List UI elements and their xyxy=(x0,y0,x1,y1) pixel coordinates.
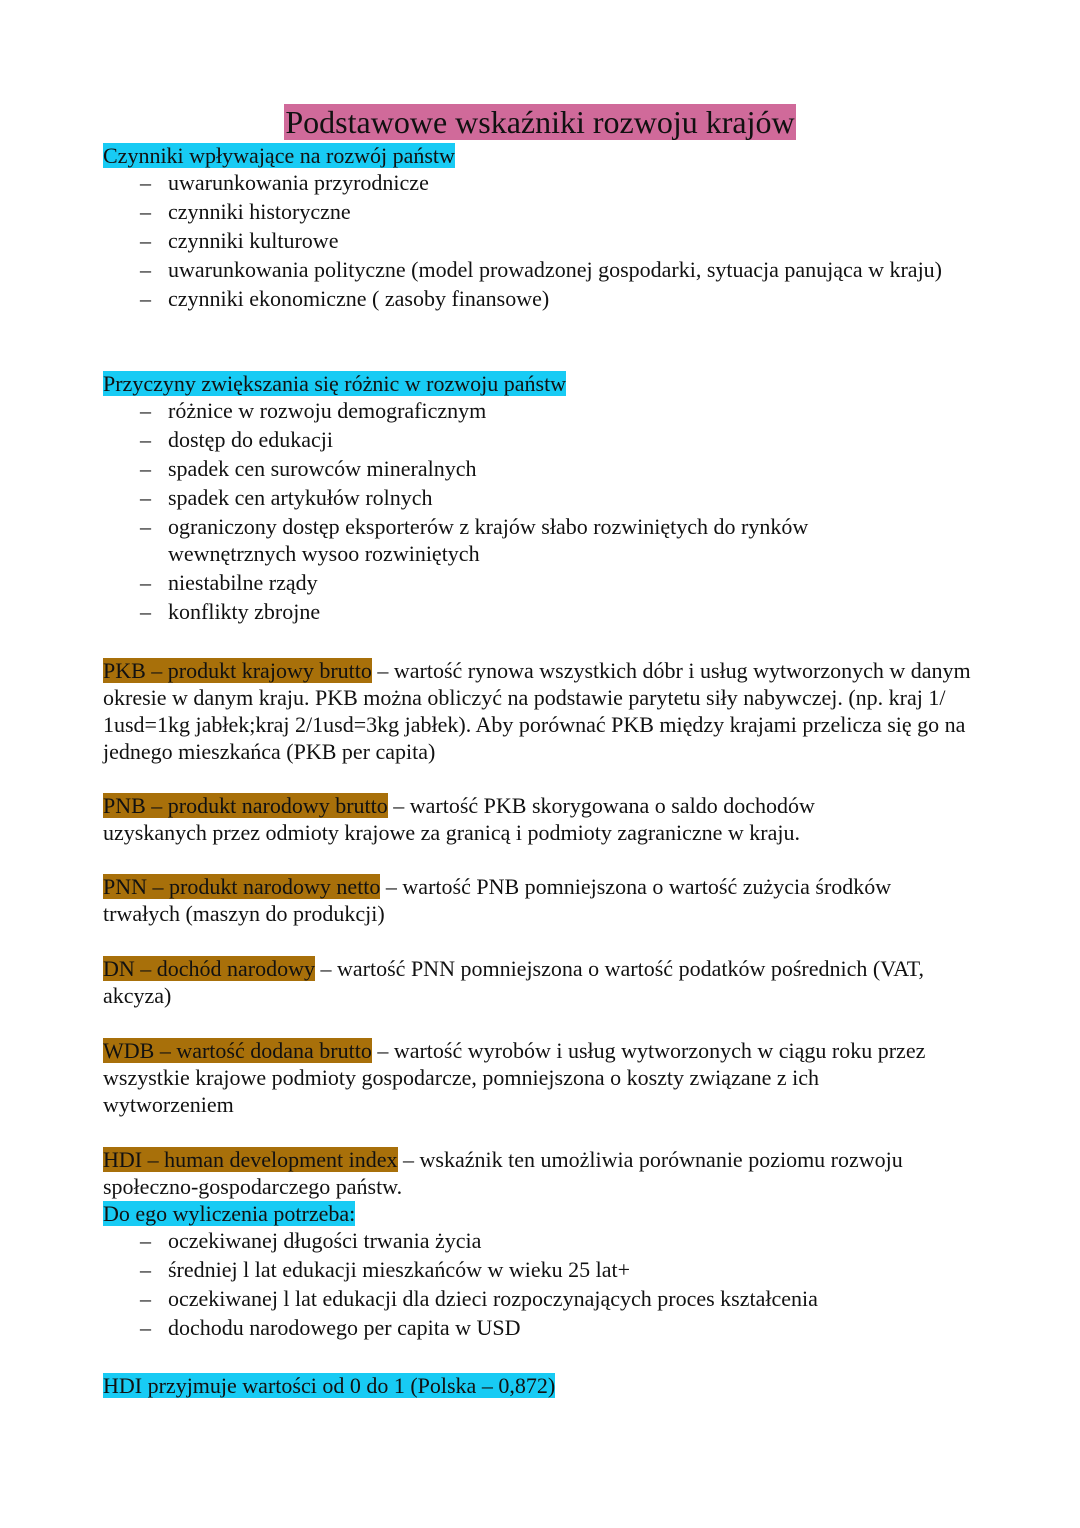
list-item: – dochodu narodowego per capita w USD xyxy=(103,1314,983,1341)
list-item: – średniej l lat edukacji mieszkańców w wieku 25 lat+ xyxy=(103,1256,983,1283)
definition-text: – wartość PNB pomniejszona o wartość zużycia środków trwałych (maszyn do produkcji) xyxy=(103,874,892,926)
list-item: – czynniki ekonomiczne ( zasoby finansowe) xyxy=(103,285,983,312)
term: PKB – produkt krajowy brutto xyxy=(103,658,372,683)
definition-text: – wartość wyrobów i usług wytworzonych w ciągu roku przez wszystkie krajowe podmioty gospodarcze, pomniejszona o koszty związane z ich wytworzeniem xyxy=(103,1038,926,1117)
list-item: – uwarunkowania przyrodnicze xyxy=(103,169,983,196)
definition-pkb xyxy=(103,657,983,765)
list-item: – spadek cen surowców mineralnych xyxy=(103,455,983,482)
term: WDB – wartość dodana brutto xyxy=(103,1038,372,1063)
definition-wdb xyxy=(103,1037,943,1118)
definition-pnn xyxy=(103,873,963,927)
term: DN – dochód narodowy xyxy=(103,956,316,981)
term: PNN – produkt narodowy netto xyxy=(103,874,381,899)
page-title: Podstawowe wskaźniki rozwoju krajów xyxy=(285,104,795,140)
list-item: – konflikty zbrojne xyxy=(103,598,983,625)
definition-hdi xyxy=(103,1146,983,1343)
list-item: – oczekiwanej długości trwania życia xyxy=(103,1227,983,1254)
list-item: – ograniczony dostęp eksporterów z krajów słabo rozwiniętych do rynków wewnętrznych wysoo rozwiniętych xyxy=(103,513,983,567)
term: PNB – produkt narodowy brutto xyxy=(103,793,388,818)
section-heading: Czynniki wpływające na rozwój państw xyxy=(103,143,455,168)
definition-text: – wartość PNN pomniejszona o wartość podatków pośrednich (VAT, akcyza) xyxy=(103,956,924,1008)
list-item: – uwarunkowania polityczne (model prowadzonej gospodarki, sytuacja panująca w kraju) xyxy=(103,256,983,283)
list-item: – spadek cen artykułów rolnych xyxy=(103,484,983,511)
section-heading: Do ego wyliczenia potrzeba: xyxy=(103,1201,356,1226)
hdi-components-list xyxy=(103,1227,983,1341)
list-item: – oczekiwanej l lat edukacji dla dzieci rozpoczynających proces kształcenia xyxy=(103,1285,983,1312)
section-causes xyxy=(103,370,983,627)
factors-list xyxy=(103,169,983,312)
term: HDI – human development index xyxy=(103,1147,398,1172)
list-item: – czynniki kulturowe xyxy=(103,227,983,254)
definition-text: – wskaźnik ten umożliwia porównanie poziomu rozwoju społeczno-gospodarczego państw. xyxy=(103,1147,903,1199)
hdi-note: HDI przyjmuje wartości od 0 do 1 (Polska – 0,872) xyxy=(103,1373,556,1398)
section-heading: Przyczyny zwiększania się różnic w rozwoju państw xyxy=(103,371,567,396)
causes-list xyxy=(103,397,983,625)
definition-pnb xyxy=(103,792,863,846)
definition-dn xyxy=(103,955,933,1009)
list-item: – niestabilne rządy xyxy=(103,569,983,596)
list-item: – różnice w rozwoju demograficznym xyxy=(103,397,983,424)
list-item: – dostęp do edukacji xyxy=(103,426,983,453)
section-factors xyxy=(103,142,983,314)
definition-text: – wartość rynowa wszystkich dóbr i usług wytworzonych w danym okresie w danym kraju. PKB można obliczyć na podstawie parytetu siły nabywczej. (np. kraj 1/ 1usd=1kg jabłek;kraj 2/1usd=3kg jabłek). Aby porównać PKB między krajami przelicza się go na jednego mieszkańca (PKB per capita) xyxy=(103,658,971,764)
list-item: – czynniki historyczne xyxy=(103,198,983,225)
definition-text: – wartość PKB skorygowana o saldo dochodów uzyskanych przez odmioty krajowe za granicą i podmioty zagraniczne w kraju. xyxy=(103,793,815,845)
